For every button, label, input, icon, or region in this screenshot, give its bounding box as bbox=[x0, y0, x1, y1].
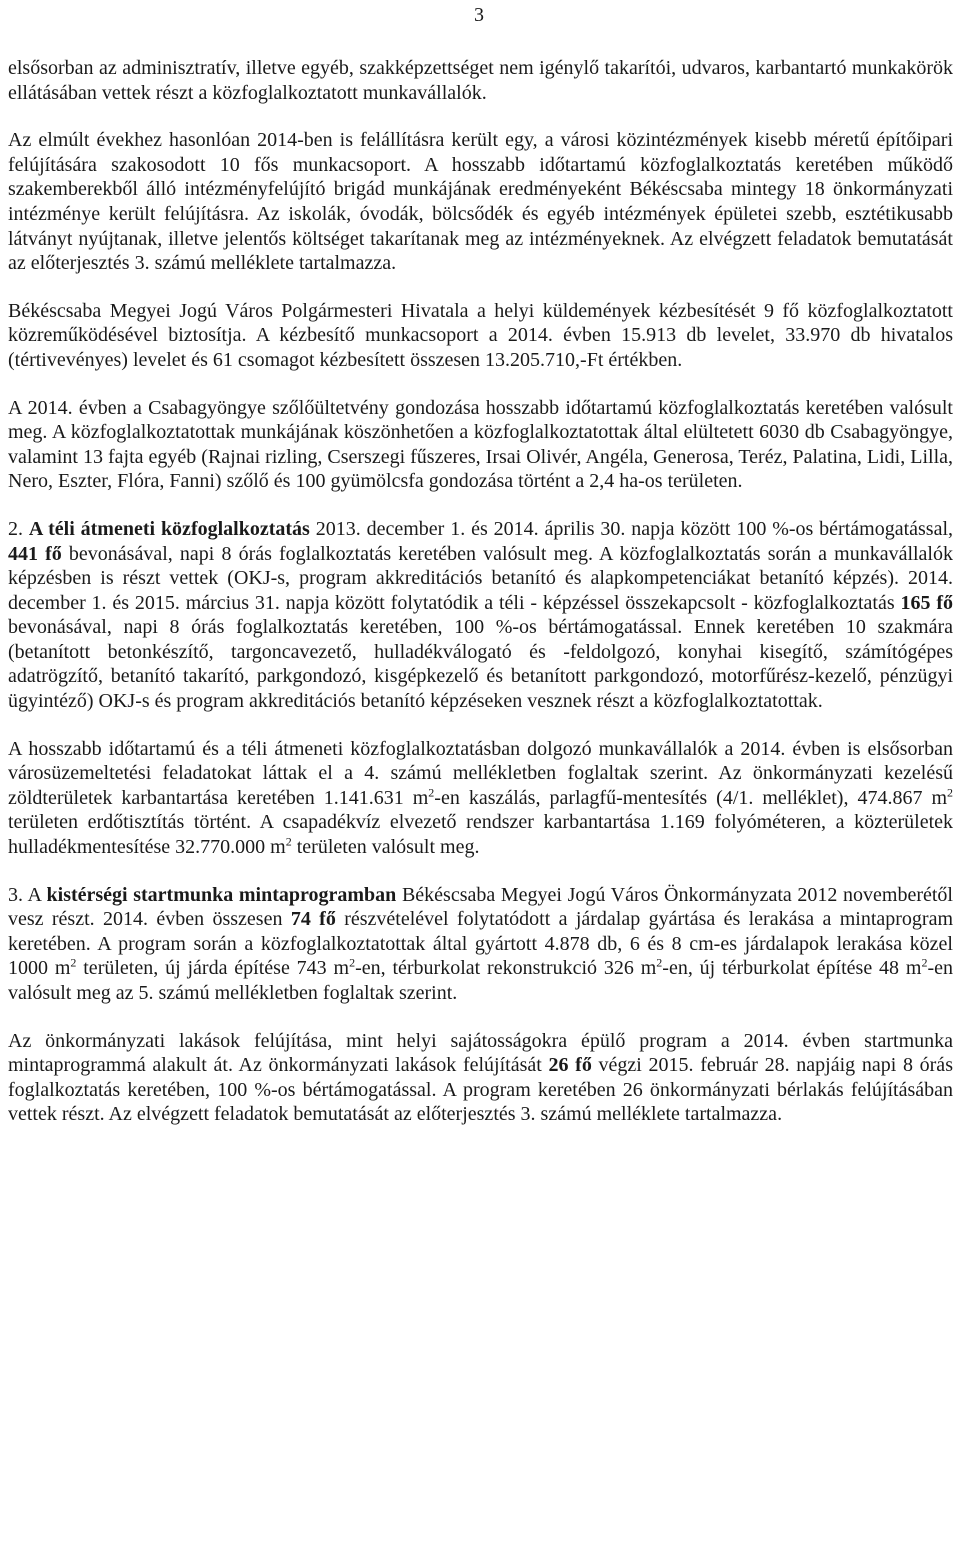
superscript: 2 bbox=[656, 955, 663, 970]
paragraph-7-bold: 74 fő bbox=[290, 908, 336, 931]
superscript: 2 bbox=[349, 955, 356, 970]
paragraph-7-bold: kistérségi startmunka mintaprogramban bbox=[46, 883, 397, 906]
paragraph-7-text: Békéscsaba Megyei Jogú Város Önkormányzata 2012 novemberétől vesz részt. 2014. évben összesen bbox=[8, 883, 953, 931]
paragraph-8-bold: 26 fő bbox=[548, 1054, 592, 1077]
superscript: 2 bbox=[428, 785, 435, 800]
superscript: 2 bbox=[947, 785, 954, 800]
paragraph-5-text: bevonásával, napi 8 órás foglalkoztatás keretében, 100 %-os bértámogatással. Ennek keretében 10 szakmára (betanított betonkészítő, targoncavezető, hulladékválogató és -feldolgozó, konyhai kisegítő, számítógépes adatrögzítő, betanító takarító, parkgondozó, kisgépkezelő és betanított parkgondozó, motorfűrész-kezelő, pénzügyi ügyintéző) OKJ-s és program akkreditációs betanító képzéseken vesznek részt a közfoglalkoztatottak. bbox=[8, 616, 953, 713]
paragraph-5-bold: A téli átmeneti közfoglalkoztatás bbox=[28, 517, 310, 540]
paragraph-7-text: -en, térburkolat rekonstrukció 326 m bbox=[355, 957, 657, 980]
paragraph-5-bold: 441 fő bbox=[8, 542, 62, 565]
paragraph-8-text: végzi 2015. február 28. napjáig napi 8 órás foglalkoztatás keretében, 100 %-os bértámogatással. A program keretében 26 önkormányzati bérlakás felújításában vettek részt. Az elvégzett feladatok bemutatását az előterjesztés 3. számú melléklete tartalmazza. bbox=[8, 1054, 953, 1126]
paragraph-5-text: bevonásával, napi 8 órás foglalkoztatás keretében valósult meg. A közfoglalkoztatás során a munkavállalók képzésben is részt vettek (OKJ-s, program akkreditációs betanító és alapkompetenciákat betanító képzés). 2014. december 1. és 2015. március 31. napja között folytatódik a téli - képzéssel összekapcsolt - közfoglalkoztatás bbox=[8, 542, 953, 614]
paragraph-5-bold: 165 fő bbox=[900, 591, 953, 614]
paragraph-7-text: területen, új járda építése 743 m bbox=[76, 957, 350, 980]
paragraph-1: elsősorban az adminisztratív, illetve egyéb, szakképzettséget nem igénylő takarítói, udvaros, karbantartó munkakörök ellátásában vettek részt a közfoglalkoztatott munkavállalók. bbox=[8, 57, 953, 104]
superscript: 2 bbox=[285, 834, 292, 849]
superscript: 2 bbox=[921, 955, 928, 970]
paragraph-7 bbox=[8, 883, 953, 1006]
paragraph-5-text: 2013. december 1. és 2014. április 30. napja között 100 %-os bértámogatással, bbox=[309, 517, 954, 540]
paragraph-7-text: 3. A bbox=[8, 883, 47, 906]
paragraph-2: Az elmúlt évekhez hasonlóan 2014-ben is felállításra került egy, a városi közintézmények kisebb méretű építőipari felújítására szakosodott 10 fős munkacsoport. A hosszabb időtartamú közfoglalkoztatás keretében működő szakemberekből álló intézményfelújító brigád munkájának eredményeként Békéscsaba mintegy 18 önkormányzati intézménye került felújításra. Az iskolák, óvodák, bölcsődék és egyéb intézmények épületei szebb, esztétikusabb látványt nyújtanak, illetve jelentős költséget takarítanak meg az intézményeknek. Az elvégzett feladatok bemutatását az előterjesztés 3. számú melléklete tartalmazza. bbox=[8, 129, 953, 275]
paragraph-7-text: -en, új térburkolat építése 48 m bbox=[662, 957, 922, 980]
page-number: 3 bbox=[474, 4, 484, 26]
paragraph-5-text: 2. bbox=[8, 517, 29, 540]
document-body bbox=[8, 56, 953, 1150]
paragraph-6-text: A hosszabb időtartamú és a téli átmeneti közfoglalkoztatásban dolgozó munkavállalók a 2014. évben is elsősorban városüzemeltetési feladatokat láttak el a 4. számú mellékletben foglaltak szerint. Az önkormányzati kezelésű zöldterületek karbantartása keretében 1.141.631 m bbox=[8, 737, 953, 809]
paragraph-3: Békéscsaba Megyei Jogú Város Polgármesteri Hivatala a helyi küldemények kézbesítését 9 fő közfoglalkoztatott közreműködésével biztosítja. A kézbesítő munkacsoport a 2014. évben 15.913 db levelet, 33.970 db hivatalos (tértivevényes) levelet és 61 csomagot kézbesített összesen 13.205.710,-Ft értékben. bbox=[8, 299, 953, 371]
paragraph-6-text: területen erdőtisztítás történt. A csapadékvíz elvezető rendszer karbantartása 1.169 folyóméteren, a közterületek hulladékmentesítése 32.770.000 m bbox=[8, 811, 953, 859]
paragraph-6-text: területen valósult meg. bbox=[291, 836, 480, 859]
paragraph-8-text: Az önkormányzati lakások felújítása, mint helyi sajátosságokra épülő program a 2014. évben startmunka mintaprogrammá alakult át. Az önkormányzati lakások felújítását bbox=[8, 1029, 953, 1077]
paragraph-6 bbox=[8, 737, 953, 860]
superscript: 2 bbox=[70, 955, 77, 970]
paragraph-7-text: -en valósult meg az 5. számú mellékletben foglaltak szerint. bbox=[8, 957, 953, 1004]
paragraph-8 bbox=[8, 1029, 953, 1127]
paragraph-5 bbox=[8, 517, 953, 714]
paragraph-7-text: részvételével folytatódott a járdalap gyártása és lerakása a mintaprogram keretében. A program során a közfoglalkoztatottak által gyártott 4.878 db, 6 és 8 cm-es járdalapok lerakása közel 1000 m bbox=[8, 908, 954, 980]
paragraph-6-text: -en kaszálás, parlagfű-mentesítés (4/1. melléklet), 474.867 m bbox=[434, 786, 948, 809]
paragraph-4: A 2014. évben a Csabagyöngye szőlőültetvény gondozása hosszabb időtartamú közfoglalkoztatás keretében valósult meg. A közfoglalkoztatottak munkájának köszönhetően a közfoglalkoztatottak által elültetett 6030 db Csabagyöngye, valamint 13 fajta egyéb (Rajnai rizling, Cserszegi fűszeres, Irsai Olivér, Angéla, Generosa, Teréz, Palatina, Lidi, Lilla, Nero, Eszter, Flóra, Fanni) szőlő és 100 gyümölcsfa gondozása történt a 2,4 ha-os területen. bbox=[8, 396, 953, 493]
